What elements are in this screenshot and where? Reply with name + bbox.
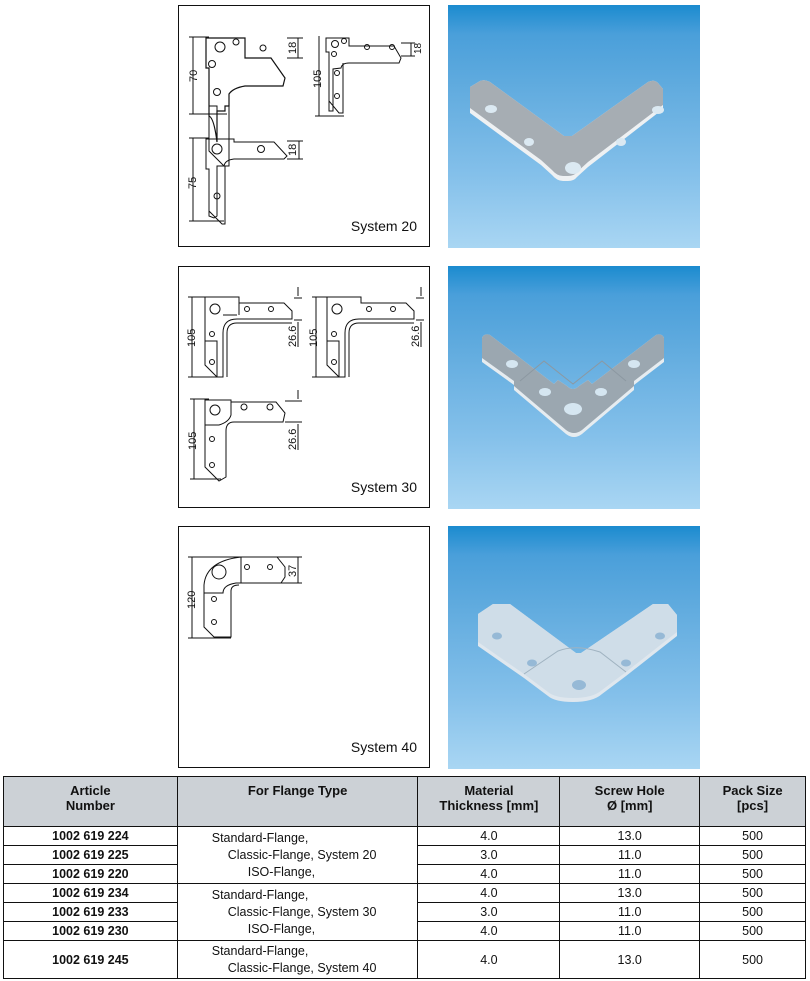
bracket-drawing [315, 36, 415, 116]
pack-size: 500 [700, 941, 806, 979]
article-number: 1002 619 220 [4, 865, 178, 884]
bracket-drawing [189, 138, 303, 224]
table-row [4, 884, 806, 903]
drawing-system-40 [178, 526, 430, 768]
product-photo-system-30 [448, 266, 700, 509]
material-thickness: 4.0 [418, 922, 560, 941]
bracket-drawing [188, 287, 302, 377]
pack-size: 500 [700, 922, 806, 941]
system-label: System 20 [350, 218, 417, 234]
dimension-label: 105 [312, 69, 324, 88]
pack-size: 500 [700, 865, 806, 884]
bracket-drawing [312, 287, 424, 377]
screw-hole: 11.0 [560, 903, 700, 922]
article-number: 1002 619 224 [4, 827, 178, 846]
article-number: 1002 619 230 [4, 922, 178, 941]
pack-size: 500 [700, 846, 806, 865]
flange-type: Standard-Flange, Classic-Flange, System 30 ISO-Flange, [177, 884, 418, 941]
material-thickness: 4.0 [418, 884, 560, 903]
system-label: System 30 [350, 479, 417, 495]
bracket-drawing [188, 557, 302, 638]
dimension-label: 105 [187, 431, 199, 450]
dimension-label: 26.6 [287, 325, 299, 347]
header-material-thickness: Material Thickness [mm] [418, 777, 560, 827]
screw-hole: 11.0 [560, 922, 700, 941]
article-number: 1002 619 233 [4, 903, 178, 922]
article-number: 1002 619 245 [4, 941, 178, 979]
dimension-label: 18 [287, 41, 299, 54]
header-article-number: Article Number [4, 777, 178, 827]
screw-hole: 11.0 [560, 846, 700, 865]
table-row [4, 941, 806, 979]
flange-type: Standard-Flange, Classic-Flange, System 40 [177, 941, 418, 979]
screw-hole: 13.0 [560, 827, 700, 846]
screw-hole: 11.0 [560, 865, 700, 884]
dimension-label: 26.6 [287, 428, 299, 450]
article-table [3, 776, 806, 979]
flange-type: Standard-Flange, Classic-Flange, System 20 ISO-Flange, [177, 827, 418, 884]
header-screw-hole: Screw Hole Ø [mm] [560, 777, 700, 827]
dimension-label: 75 [187, 176, 199, 189]
screw-hole: 13.0 [560, 941, 700, 979]
pack-size: 500 [700, 884, 806, 903]
drawing-system-30 [178, 266, 430, 508]
pack-size: 500 [700, 903, 806, 922]
material-thickness: 3.0 [418, 903, 560, 922]
system-label: System 40 [350, 739, 417, 755]
table-header-row [4, 777, 806, 827]
material-thickness: 3.0 [418, 846, 560, 865]
product-photo-system-20 [448, 5, 700, 248]
dimension-label: 105 [186, 328, 198, 347]
dimension-label: 18 [413, 42, 424, 54]
article-number: 1002 619 234 [4, 884, 178, 903]
dimension-label: 120 [186, 590, 198, 609]
product-photo-system-40 [448, 526, 700, 769]
drawing-system-20 [178, 5, 430, 247]
dimension-label: 70 [188, 69, 200, 82]
material-thickness: 4.0 [418, 827, 560, 846]
material-thickness: 4.0 [418, 941, 560, 979]
dimension-label: 26.6 [410, 325, 422, 347]
material-thickness: 4.0 [418, 865, 560, 884]
article-number: 1002 619 225 [4, 846, 178, 865]
header-pack-size: Pack Size [pcs] [700, 777, 806, 827]
header-flange-type: For Flange Type [177, 777, 418, 827]
dimension-label: 37 [287, 564, 299, 577]
dimension-label: 18 [287, 143, 299, 156]
dimension-label: 105 [308, 328, 320, 347]
bracket-drawing [190, 390, 302, 481]
table-row [4, 827, 806, 846]
screw-hole: 13.0 [560, 884, 700, 903]
pack-size: 500 [700, 827, 806, 846]
